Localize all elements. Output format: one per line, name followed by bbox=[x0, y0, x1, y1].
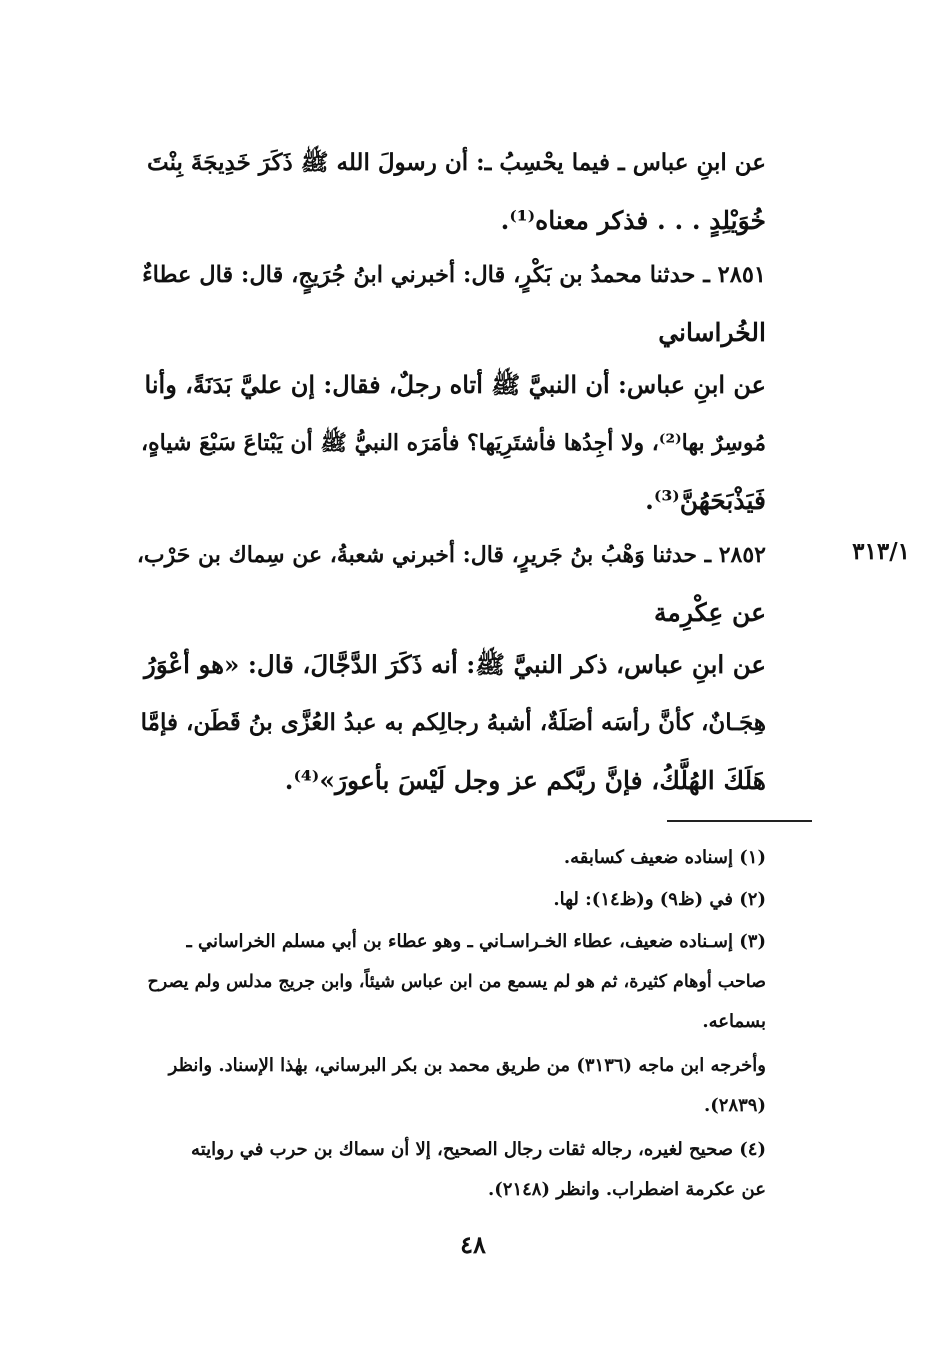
text-line: عن ابنِ عباس، ذكر النبيَّ ﷺ: أنه ذَكَرَ الدَّجَّالَ، قال: «هو أعْوَرُ bbox=[144, 650, 766, 679]
paragraph-isnad-2852 bbox=[136, 526, 808, 642]
paragraph-hadith-1 bbox=[136, 134, 808, 250]
text-line: عن ابنِ عباس ـ فيما يحْسِبُ ـ: أن رسولَ الله ﷺ ذَكَرَ خَدِيجَةَ بِنْتَ bbox=[147, 149, 766, 176]
paragraph-hadith-2851 bbox=[136, 356, 808, 530]
footnote-3 bbox=[136, 922, 808, 1042]
footnote-line: وأخرجه ابن ماجه (٣١٣٦) من طريق محمد بن بكر البرساني، بهٰذا الإسناد. وانظر bbox=[168, 1055, 766, 1076]
text-line: ٢٨٥١ ـ حدثنا محمدُ بن بَكْرٍ، قال: أخبرني ابنُ جُرَيجٍ، قال: قال عطاءٌ bbox=[142, 262, 766, 288]
text-line: فَيَذْبَحَهُنَّ⁽³⁾. bbox=[645, 486, 766, 515]
text-line: هَلَكَ الهُلَّكُ، فإنَّ ربَّكم عز وجل لَيْسَ بأعورَ»⁽⁴⁾. bbox=[284, 766, 766, 795]
footnote-line: صاحب أوهام كثيرة، ثم هو لم يسمع من ابن عباس شيئاً، وابن جريج مدلس ولم يصرح bbox=[147, 972, 766, 992]
page-number: ٤٨ bbox=[460, 1230, 486, 1259]
text-line: خُوَيْلِدٍ . . . فذكر معناه⁽¹⁾. bbox=[500, 206, 766, 235]
footnote-line: بسماعه. bbox=[702, 1011, 766, 1032]
text-line: مُوسِرٌ بها⁽²⁾، ولا أجِدُها فأشتَرِيَها؟ فأمَرَه النبيُّ ﷺ أن يَبْتاعَ سَبْعَ شياهٍ، bbox=[141, 430, 766, 456]
text-line: عن عِكْرِمة bbox=[654, 598, 766, 627]
footnote-separator bbox=[667, 820, 812, 822]
footnote-3-continued bbox=[136, 1046, 808, 1126]
footnote-line: (٣) إسـناده ضعيف، عطاء الخـراسـاني ـ وهو عطاء بن أبي مسلم الخراساني ـ bbox=[186, 931, 766, 952]
footnote-2 bbox=[136, 880, 808, 920]
footnote-line: عن عكرمة اضطراب. وانظر (٢١٤٨). bbox=[488, 1179, 766, 1200]
footnote-1 bbox=[136, 838, 808, 878]
text-line: الخُراساني bbox=[658, 318, 766, 347]
paragraph-hadith-2852 bbox=[136, 636, 808, 810]
footnote-4 bbox=[136, 1130, 808, 1210]
footnote-line: (٢٨٣٩). bbox=[704, 1095, 766, 1116]
paragraph-isnad-2851 bbox=[136, 246, 808, 362]
footnote-line: (١) إسناده ضعيف كسابقه. bbox=[563, 847, 766, 868]
text-line: ٢٨٥٢ ـ حدثنا وَهْبُ بنُ جَريرٍ، قال: أخبرني شعبةُ، عن سِماك بن حَرْب، bbox=[136, 542, 766, 568]
text-line: عن ابنِ عباس: أن النبيَّ ﷺ أتاه رجلٌ، فقال: إن عليَّ بَدَنَةً، وأنا bbox=[144, 370, 766, 399]
text-line: هِجَـانٌ، كأنَّ رأسَه أصَلَةٌ، أشبهُ رجالِكم به عبدُ العُزَّى بنُ قَطَن، فإمَّا bbox=[140, 709, 766, 736]
margin-volume-page-note: ٣١٣/١ bbox=[852, 538, 910, 565]
footnote-line: (٢) في (ظ٩) و(ظ١٤): لها. bbox=[553, 889, 766, 910]
footnote-line: (٤) صحيح لغيره، رجاله ثقات رجال الصحيح، إلا أن سماك بن حرب في روايته bbox=[191, 1139, 766, 1160]
